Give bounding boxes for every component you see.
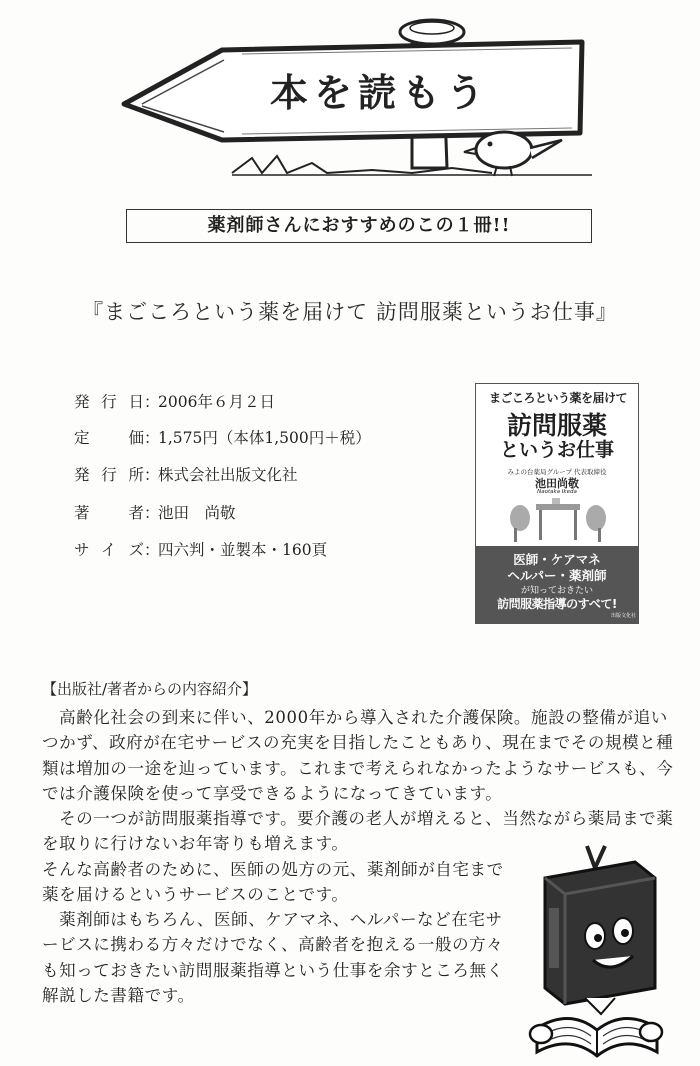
- info-label: 発行日: [74, 393, 144, 411]
- info-value: 2006年６月２日: [158, 393, 275, 411]
- info-value: 池田 尚敬: [158, 504, 236, 522]
- cover-author-group: みよの台薬局グループ 代表取締役: [507, 468, 607, 476]
- cover-author: 池田尚敬: [535, 477, 579, 490]
- info-label: 定価: [74, 429, 144, 447]
- cover-title-second: というお仕事: [499, 439, 614, 461]
- book-cover: [475, 383, 639, 624]
- info-row-publisher: 発行所：株式会社出版文化社: [74, 463, 298, 493]
- cover-author-romaji: Naotaka Ikeda: [537, 489, 577, 495]
- cover-band-line: 訪問服薬指導のすべて!: [497, 597, 617, 611]
- cover-band: [476, 546, 638, 623]
- intro-heading: 【出版社/著者からの内容紹介】: [42, 680, 258, 698]
- cover-band-line: ヘルパー・薬剤師: [507, 568, 607, 583]
- intro-paragraph-continued: そんな高齢者のために、医師の処方の元、薬剤師が自宅まで薬を届けるというサービスのことです。: [42, 860, 504, 905]
- cover-band-line: 医師・ケアマネ: [513, 552, 601, 567]
- info-row-date: 発行日：2006年６月２日: [74, 390, 275, 420]
- cover-subtitle: まごころという薬を届けて: [488, 391, 627, 405]
- recommendation-banner: 薬剤師さんにおすすめのこの１冊!!: [126, 209, 592, 243]
- table-chairs-photo: [506, 498, 610, 544]
- info-label: サイズ: [74, 541, 144, 559]
- intro-paragraph: 高齢化社会の到来に伴い、2000年から導入された介護保険。施設の整備が追いつかず、政府が在宅サービスの充実を目指したこともあり、現在までその規模と種類は増加の一途を辿っています。これまで考えられなかったようなサービスも、今では介護保険を使って享受できるようになってきています。: [42, 708, 674, 803]
- info-value: 四六判・並製本・160頁: [158, 541, 328, 559]
- cover-title-main: 訪問服薬: [506, 411, 607, 440]
- intro-paragraph: 薬剤師はもちろん、医師、ケアマネ、ヘルパーなど在宅サービスに携わる方々だけでなく、高齢者を抱える一般の方々も知っておきたい訪問服薬指導という仕事を余すところ無く解説した書籍です。: [42, 910, 504, 1005]
- info-row-author: 著者：池田 尚敬: [74, 501, 236, 531]
- cover-publisher: 出版文化社: [610, 613, 636, 619]
- book-mascot-illustration: [515, 838, 675, 1063]
- cover-band-line: が知っておきたい: [520, 586, 593, 596]
- info-value: 株式会社出版文化社: [158, 466, 298, 484]
- info-label: 発行所: [74, 466, 144, 484]
- info-row-price: 定価：1,575円（本体1,500円＋税）: [74, 426, 371, 456]
- intro-paragraph: その一つが訪問服薬指導です。要介護の老人が増えると、当然ながら薬局まで薬を取りに行けないお年寄りも増えます。: [42, 809, 674, 854]
- info-row-size: サイズ：四六判・並製本・160頁: [74, 538, 327, 568]
- book-title: 『まごころという薬を届けて 訪問服薬というお仕事』: [82, 300, 618, 324]
- info-value: 1,575円（本体1,500円＋税）: [158, 429, 371, 447]
- info-label: 著者: [74, 504, 144, 522]
- sign-title: 本を読もう: [269, 71, 490, 115]
